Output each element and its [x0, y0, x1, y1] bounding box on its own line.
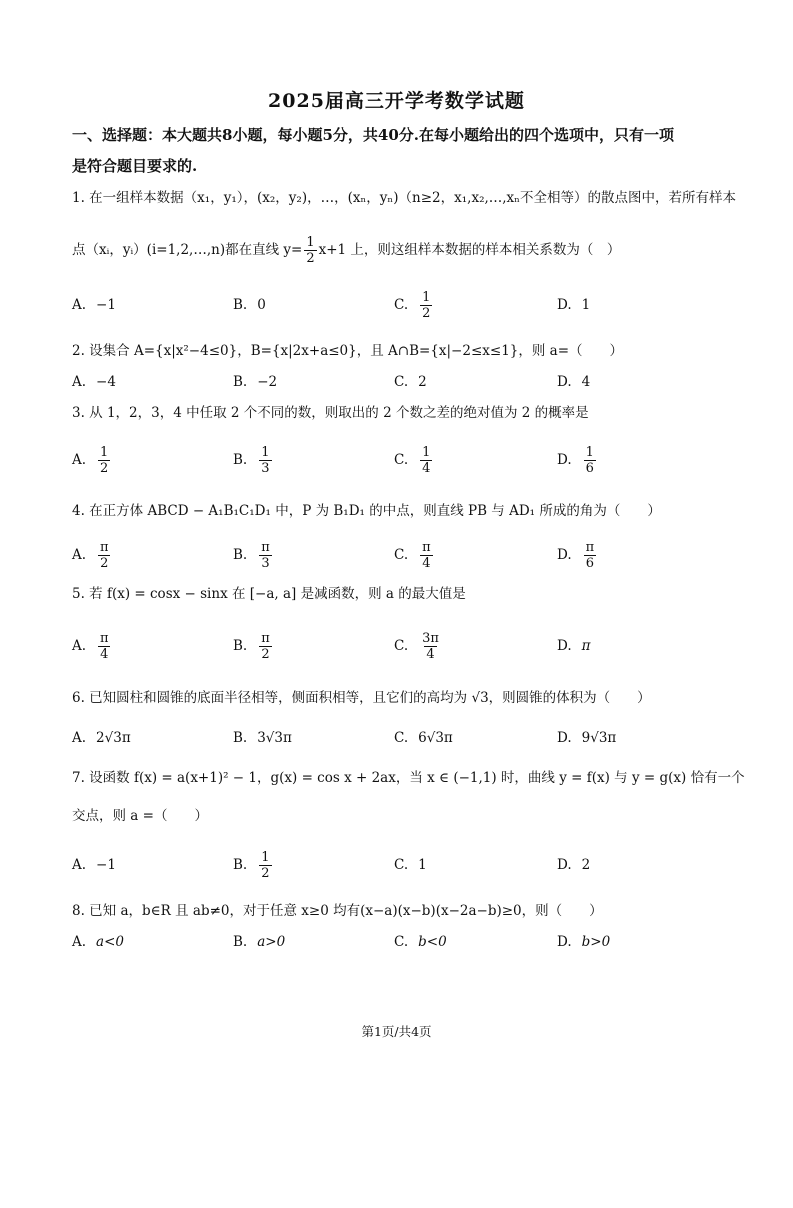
option-value: 4	[581, 374, 591, 390]
option-fraction	[259, 850, 271, 881]
option-fraction	[584, 540, 597, 571]
option-label: B.	[233, 730, 248, 746]
option-value: a<0	[96, 934, 124, 950]
option-fraction	[420, 290, 432, 321]
question-7-line1: 7. 设函数 f(x) = a(x+1)² − 1，g(x) = cos x + 2ax，当 x ∈ (−1,1) 时，曲线 y = f(x) 与 y = g(x) 恰有一个	[72, 770, 745, 786]
fraction-numerator: π	[100, 630, 109, 646]
option-fraction	[98, 445, 110, 476]
fraction-denominator: 3	[261, 555, 270, 571]
option-a[interactable]	[72, 440, 112, 480]
question-7-line2: 交点，则 a =（ ）	[72, 808, 208, 824]
question-1-options	[72, 285, 732, 325]
option-label: D.	[557, 374, 572, 390]
option-label: B.	[233, 452, 248, 468]
question-3-text: 3. 从 1，2，3，4 中任取 2 个不同的数，则取出的 2 个数之差的绝对值为 2 的概率是	[72, 405, 589, 421]
option-value: −1	[96, 297, 116, 313]
option-a[interactable]	[72, 845, 116, 885]
fraction-numerator: π	[261, 539, 270, 555]
option-b[interactable]	[233, 845, 274, 885]
option-c[interactable]	[394, 626, 443, 666]
question-8-options	[72, 924, 732, 960]
option-c[interactable]	[394, 535, 435, 575]
fraction-numerator: 1	[422, 444, 431, 460]
page-footer: 第1页/共4页	[361, 1024, 432, 1039]
option-d[interactable]	[557, 440, 598, 480]
option-value: 6√3π	[418, 730, 453, 746]
option-label: A.	[72, 934, 87, 950]
option-label: B.	[233, 374, 248, 390]
fraction-numerator: π	[585, 539, 595, 555]
fraction-numerator: π	[100, 539, 109, 555]
option-label: A.	[72, 547, 87, 563]
option-label: B.	[233, 638, 248, 654]
fraction-denominator: 2	[261, 865, 270, 881]
option-d[interactable]	[557, 535, 598, 575]
option-fraction	[98, 540, 111, 571]
question-1-slope-fraction	[304, 235, 316, 266]
option-label: B.	[233, 547, 248, 563]
option-c[interactable]	[394, 718, 453, 758]
option-value: π	[581, 638, 591, 654]
option-c[interactable]	[394, 845, 427, 885]
option-value: 2	[418, 374, 427, 390]
question-7-options	[72, 845, 732, 885]
option-value: b<0	[418, 934, 447, 950]
option-fraction	[420, 445, 432, 476]
question-1-line2-pre: 点（xᵢ，yᵢ）(i=1,2,…,n)都在直线 y=	[72, 242, 303, 258]
option-label: A.	[72, 297, 87, 313]
option-label: D.	[557, 638, 572, 654]
option-a[interactable]	[72, 535, 113, 575]
option-c[interactable]	[394, 440, 434, 480]
fraction-numerator: π	[261, 630, 270, 646]
option-fraction	[259, 540, 272, 571]
option-label: A.	[72, 638, 87, 654]
option-c[interactable]	[394, 364, 427, 400]
option-label: D.	[557, 934, 572, 950]
option-label: C.	[394, 452, 409, 468]
option-value: 3√3π	[257, 730, 292, 746]
option-label: A.	[72, 374, 87, 390]
option-a[interactable]	[72, 718, 131, 758]
option-d[interactable]	[557, 285, 590, 325]
option-fraction	[259, 631, 272, 662]
fraction-denominator: 6	[585, 460, 594, 476]
option-b[interactable]	[233, 285, 266, 325]
option-label: B.	[233, 297, 248, 313]
section-heading-line1: 一、选择题：本大题共8小题，每小题5分，共40分.在每小题给出的四个选项中，只有一项	[72, 126, 674, 144]
fraction-denominator: 4	[422, 460, 431, 476]
option-b[interactable]	[233, 718, 292, 758]
option-label: B.	[233, 934, 248, 950]
option-d[interactable]	[557, 718, 616, 758]
question-4-text: 4. 在正方体 ABCD − A₁B₁C₁D₁ 中，P 为 B₁D₁ 的中点，则直线 PB 与 AD₁ 所成的角为（ ）	[72, 503, 661, 519]
option-label: C.	[394, 857, 409, 873]
fraction-denominator: 2	[100, 555, 109, 571]
option-fraction	[420, 540, 433, 571]
option-label: A.	[72, 730, 87, 746]
question-8-text: 8. 已知 a，b∈R 且 ab≠0，对于任意 x≥0 均有(x−a)(x−b)(x−2a−b)≥0，则（ ）	[72, 903, 603, 919]
question-1-line1: 1. 在一组样本数据（x₁，y₁），(x₂，y₂)，…，(xₙ，yₙ)（n≥2，x₁,x₂,…,xₙ不全相等）的散点图中，若所有样本	[72, 190, 737, 206]
option-fraction	[420, 631, 441, 662]
option-label: D.	[557, 547, 572, 563]
option-label: D.	[557, 297, 572, 313]
option-value: 2	[581, 857, 591, 873]
option-label: B.	[233, 857, 248, 873]
option-value: a>0	[257, 934, 286, 950]
option-value: 0	[257, 297, 266, 313]
question-5-options	[72, 626, 732, 666]
option-b[interactable]	[233, 626, 274, 666]
fraction-denominator: 4	[422, 555, 431, 571]
fraction-numerator: 1	[306, 234, 315, 250]
option-b[interactable]	[233, 364, 277, 400]
option-value: −1	[96, 857, 116, 873]
option-b[interactable]	[233, 440, 274, 480]
option-a[interactable]	[72, 626, 113, 666]
option-value: −2	[257, 374, 278, 390]
fraction-numerator: 3π	[422, 630, 439, 646]
option-value: 1	[418, 857, 427, 873]
question-4-options	[72, 535, 732, 575]
question-1-line2	[72, 228, 732, 272]
fraction-denominator: 6	[585, 555, 595, 571]
fraction-denominator: 2	[422, 305, 431, 321]
option-fraction	[584, 445, 596, 476]
question-6-text: 6. 已知圆柱和圆锥的底面半径相等，侧面积相等，且它们的高均为 √3，则圆锥的体积为（ ）	[72, 690, 651, 706]
option-label: C.	[394, 297, 409, 313]
fraction-numerator: π	[422, 539, 431, 555]
question-2-text: 2. 设集合 A={x|x²−4≤0}，B={x|2x+a≤0}，且 A∩B={x|−2≤x≤1}，则 a=（ ）	[72, 343, 624, 359]
option-label: C.	[394, 374, 409, 390]
option-label: C.	[394, 730, 409, 746]
option-label: C.	[394, 934, 409, 950]
question-3-options	[72, 440, 732, 480]
fraction-numerator: 1	[585, 444, 594, 460]
question-1-line2-post: x+1 上，则这组样本数据的样本相关系数为（ ）	[318, 242, 621, 258]
fraction-numerator: 1	[422, 289, 431, 305]
page-title: 2025届高三开学考数学试题	[268, 90, 525, 112]
question-5-text: 5. 若 f(x) = cosx − sinx 在 [−a, a] 是减函数，则 a 的最大值是	[72, 586, 466, 602]
option-value: b>0	[581, 934, 611, 950]
section-heading-line2: 是符合题目要求的.	[72, 157, 198, 175]
option-label: D.	[557, 730, 572, 746]
option-d[interactable]	[557, 364, 590, 400]
question-6-options	[72, 718, 732, 758]
option-a[interactable]	[72, 364, 116, 400]
option-d[interactable]	[557, 924, 610, 960]
option-b[interactable]	[233, 924, 285, 960]
option-d[interactable]	[557, 845, 590, 885]
fraction-denominator: 2	[261, 646, 270, 662]
fraction-denominator: 4	[426, 646, 435, 662]
option-label: C.	[394, 547, 409, 563]
option-fraction	[259, 445, 271, 476]
option-label: A.	[72, 857, 87, 873]
question-2-options	[72, 364, 732, 400]
fraction-denominator: 2	[100, 460, 109, 476]
option-value: −4	[96, 374, 116, 390]
fraction-numerator: 1	[100, 444, 109, 460]
option-a[interactable]	[72, 285, 116, 325]
option-fraction	[98, 631, 111, 662]
option-c[interactable]	[394, 924, 447, 960]
option-label: D.	[557, 857, 572, 873]
fraction-numerator: 1	[261, 444, 270, 460]
option-value: 1	[581, 297, 591, 313]
option-label: A.	[72, 452, 87, 468]
option-value: 9√3π	[581, 730, 617, 746]
option-b[interactable]	[233, 535, 274, 575]
option-value: 2√3π	[96, 730, 131, 746]
fraction-denominator: 4	[100, 646, 109, 662]
option-label: D.	[557, 452, 572, 468]
fraction-denominator: 3	[261, 460, 270, 476]
option-c[interactable]	[394, 285, 434, 325]
fraction-numerator: 1	[261, 849, 270, 865]
fraction-denominator: 2	[306, 250, 315, 266]
option-a[interactable]	[72, 924, 124, 960]
option-d[interactable]	[557, 626, 591, 666]
option-label: C.	[394, 638, 409, 654]
